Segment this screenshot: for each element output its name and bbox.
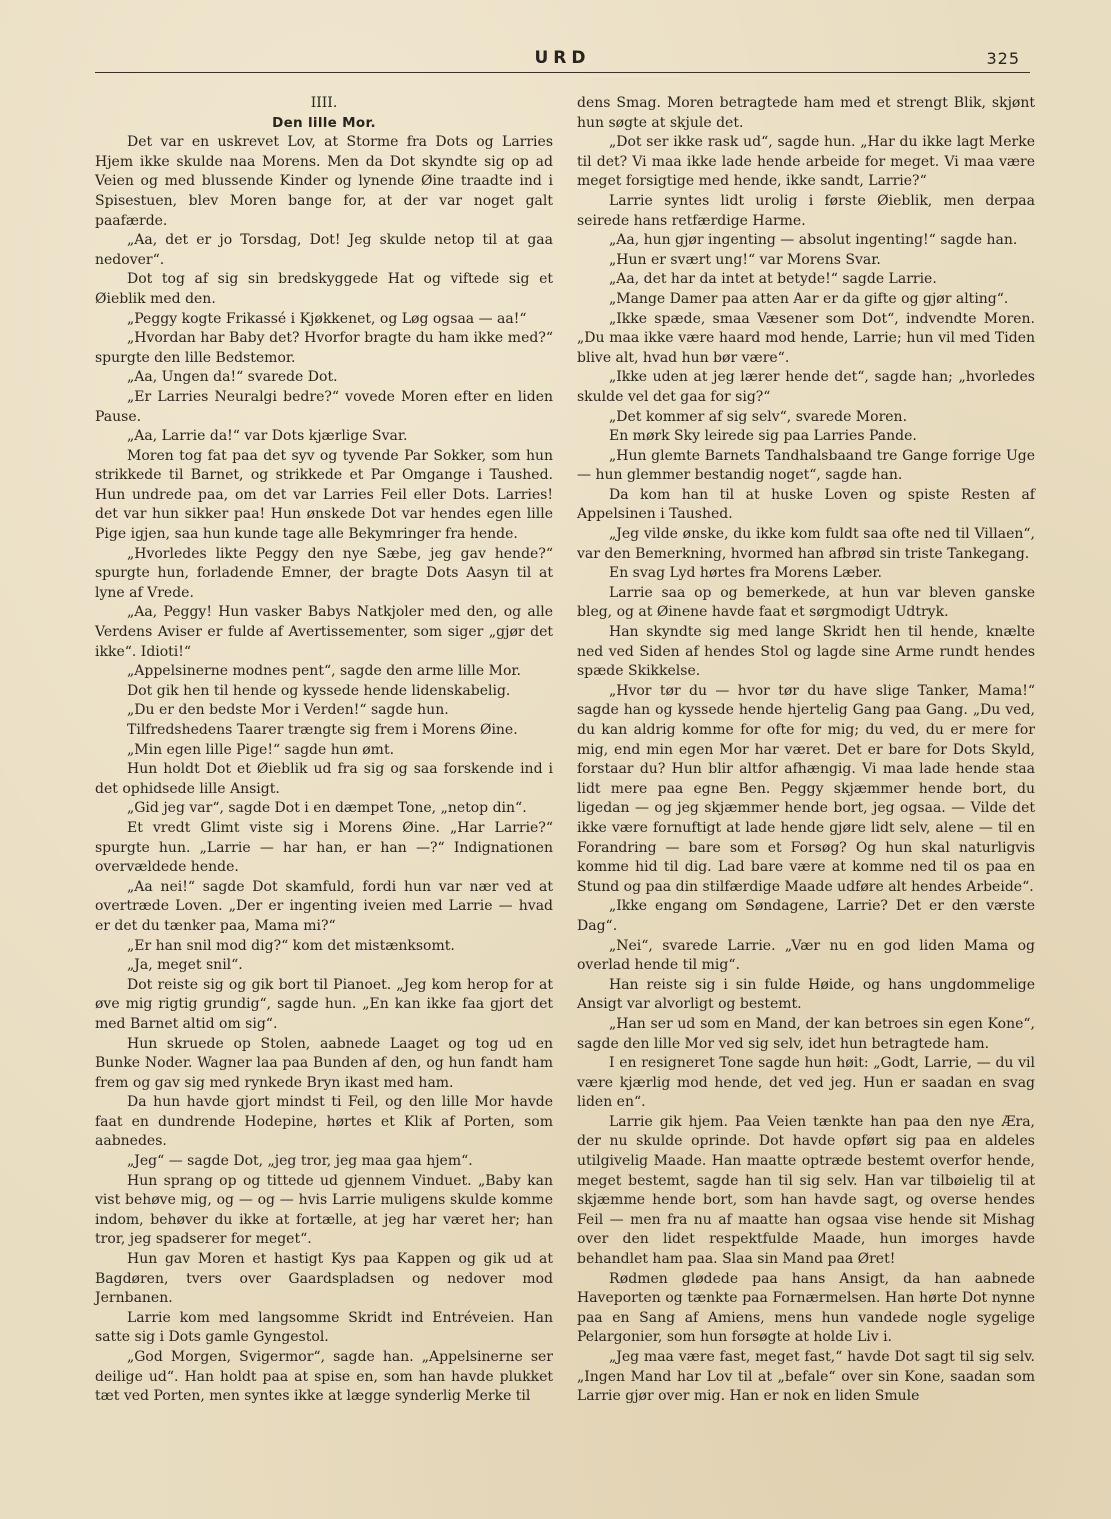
paragraph: „Han ser ud som en Mand, der kan betroes sin egen Kone“, sagde den lille Mor ved sig selv, idet hun betragtede ham.	[577, 1015, 1035, 1052]
paragraph: Han skyndte sig med lange Skridt hen til hende, knælte ned ved Siden af hendes Stol og lagde sine Arme rundt hendes spæde Skikkelse.	[577, 624, 1035, 680]
right-column	[577, 94, 1035, 1407]
paragraph: I en resigneret Tone sagde hun høit: „Godt, Larrie, — du vil være kjærlig mod hende, det ved jeg. Hun er saadan en svag liden en“.	[577, 1055, 1035, 1111]
paragraph: Hun holdt Dot et Øieblik ud fra sig og saa forskende ind i det ophidsede lille Ansigt.	[95, 761, 553, 797]
left-column-text	[95, 133, 553, 1407]
paragraph: „Mange Damer paa atten Aar er da gifte og gjør alting“.	[609, 290, 1009, 307]
paragraph: Larrie saa op og bemerkede, at hun var bleven ganske bleg, og at Øinene havde faat et sørgmodigt Udtryk.	[577, 584, 1035, 621]
paragraph: Larrie syntes lidt urolig i første Øieblik, men derpaa seirede hans retfærdige Harme.	[577, 192, 1035, 229]
paragraph: Dot tog af sig sin bredskyggede Hat og viftede sig et Øieblik med den.	[95, 271, 553, 307]
paragraph: „Aa, Larrie da!“ var Dots kjærlige Svar.	[127, 428, 408, 445]
left-column	[95, 94, 553, 1407]
right-column-text	[577, 94, 1035, 1407]
paragraph: „Ikke engang om Søndagene, Larrie? Det er den værste Dag“.	[577, 898, 1035, 934]
paragraph: „Aa, det er jo Torsdag, Dot! Jeg skulde netop til at gaa nedover“.	[95, 232, 553, 268]
paragraph: „Jeg maa være fast, meget fast,“ havde Dot sagt til sig selv. „Ingen Mand har Lov til at „befale“ over sin Kone, saadan som Larrie gjør over mig. Han er nok en liden Smule	[577, 1349, 1035, 1405]
paragraph: Han reiste sig i sin fulde Høide, og hans ungdommelige Ansigt var alvorligt og bestemt.	[577, 976, 1035, 1013]
paragraph: „Jeg“ — sagde Dot, „jeg tror, jeg maa gaa hjem“.	[127, 1153, 473, 1170]
paragraph: „Peggy kogte Frikassé i Kjøkkenet, og Løg ogsaa — aa!“	[127, 310, 527, 327]
paragraph: Da kom han til at huske Loven og spiste Resten af Appelsinen i Taushed.	[577, 486, 1035, 523]
paragraph: Dot reiste sig og gik bort til Pianoet. „Jeg kom herop for at øve mig rigtig grundig“, sagde hun. „En kan ikke faa gjort det med Barnet altid om sig“.	[95, 976, 553, 1032]
paragraph: Da hun havde gjort mindst ti Feil, og den lille Mor havde faat en dundrende Hodepine, hørtes et Klik af Porten, som aabnedes.	[95, 1094, 553, 1150]
running-head	[95, 46, 1030, 73]
paragraph: „Appelsinerne modnes pent“, sagde den arme lille Mor.	[127, 663, 521, 680]
paragraph: Moren tog fat paa det syv og tyvende Par Sokker, som hun strikkede til Barnet, og strikkede et Par Omgange i Taushed. Hun undrede paa, om det var Larries Feil eller Dots. Larries! det var hun sikker paa! Hun ønskede Dot var hendes egen lille Pige igjen, saa hun kunde tage alle Bekymringer fra hende.	[95, 447, 553, 543]
paragraph: „Ikke uden at jeg lærer hende det“, sagde han; „hvorledes skulde vel det gaa for sig?“	[577, 369, 1035, 405]
paragraph: „Aa, hun gjør ingenting — absolut ingenting!“ sagde han.	[609, 232, 1018, 249]
paragraph: „Hvorledes likte Peggy den nye Sæbe, jeg gav hende?“ spurgte hun, forladende Emner, der bragte Dots Aasyn til at lyne af Vrede.	[95, 545, 553, 601]
paragraph: „God Morgen, Svigermor“, sagde han. „Appelsinerne ser deilige ud“. Han holdt paa at spise en, som han havde plukket tæt ved Porten, men syntes ikke at lægge synderlig Merke til	[95, 1349, 553, 1405]
paragraph: „Nei“, svarede Larrie. „Vær nu en god liden Mama og overlad hende til mig“.	[577, 937, 1035, 974]
paragraph: Hun sprang op og tittede ud gjennem Vinduet. „Baby kan vist behøve mig, og — og — hvis Larrie muligens skulde komme indom, behøver du ikke at fortælle, at jeg har været her; han tror, jeg spadserer for meget“.	[95, 1172, 553, 1248]
paragraph: „Det kommer af sig selv“, svarede Moren.	[609, 408, 908, 425]
paragraph: „Ja, meget snil“.	[127, 957, 243, 974]
paragraph: „Hvordan har Baby det? Hvorfor bragte du ham ikke med?“ spurgte den lille Bedstemor.	[95, 330, 553, 366]
paragraph: En svag Lyd hørtes fra Morens Læber.	[609, 565, 882, 582]
journal-title: URD	[534, 48, 591, 68]
chapter-number: IIII.	[310, 95, 338, 111]
paragraph: Hun gav Moren et hastigt Kys paa Kappen og gik ud at Bagdøren, tvers over Gaardspladsen og nedover mod Jernbanen.	[95, 1251, 553, 1307]
paragraph: „Hun er svært ung!“ var Morens Svar.	[609, 251, 881, 268]
paragraph: Larrie kom med langsomme Skridt ind Entréveien. Han satte sig i Dots gamle Gyngestol.	[95, 1309, 553, 1346]
paragraph: „Du er den bedste Mor i Verden!“ sagde hun.	[127, 702, 449, 719]
paragraph: „Aa, Ungen da!“ svarede Dot.	[127, 369, 338, 386]
paragraph: Det var en uskrevet Lov, at Storme fra Dots og Larries Hjem ikke skulde naa Morens. Men da Dot skyndte sig op ad Veien og med blussende Kinder og lynende Øine traadte ind i Spisestuen, blev Moren bange for, at der var noget galt paafærde.	[95, 134, 553, 229]
paragraph: En mørk Sky leirede sig paa Larries Pande.	[609, 428, 917, 445]
paragraph: Hun skruede op Stolen, aabnede Laaget og tog ud en Bunke Noder. Wagner laa paa Bunden af den, og hun fandt ham frem og gav sig med rynkede Bryn ikast med ham.	[95, 1035, 553, 1091]
paragraph: „Hvor tør du — hvor tør du have slige Tanker, Mama!“ sagde han og kyssede hende hjertelig Gang paa Gang. „Du ved, du kan aldrig komme for ofte for mig; du ved, du er mere for mig, end min egen Mor har været. Det er bare for Dots Skyld, forstaar du? Hun blir altfor afhængig. Vi maa lade hende staa lidt mere paa egne Ben. Peggy skjæmmer hende bort, du ligedan — og jeg skjæmmer hende bort, jeg ogsaa. — Vilde det ikke være fornuftigt at lade hende gjøre lidt selv, alene — til en Forandring — bare som et Forsøg? Og hun skal naturligvis komme hid til dig. Lad bare være at komme ned til os paa en Stund og paa din stilfærdige Maade udføre alt hendes Arbeide“.	[577, 682, 1035, 895]
paragraph: „Hun glemte Barnets Tandhalsbaand tre Gange forrige Uge — hun glemmer bestandig noget“, sagde han.	[577, 447, 1035, 484]
paragraph: „Aa nei!“ sagde Dot skamfuld, fordi hun var nær ved at overtræde Loven. „Der er ingenting iveien med Larrie — hvad er det du tænker paa, Mama mi?“	[95, 878, 553, 934]
paragraph: „Aa, Peggy! Hun vasker Babys Natkjoler med den, og alle Verdens Aviser er fulde af Avertissementer, som siger „gjør det ikke“. Idioti!“	[95, 604, 553, 660]
paragraph: „Jeg vilde ønske, du ikke kom fuldt saa ofte ned til Villaen“, var den Bemerkning, hvormed han afbrød sin triste Tankegang.	[577, 526, 1035, 562]
paragraph: Rødmen glødede paa hans Ansigt, da han aabnede Haveporten og tænkte paa Fornærmelsen. Han hørte Dot nynne paa en Sang af Amiens, mens hun vandede nogle sygelige Pelargonier, som hun forsøgte at holde Liv i.	[577, 1270, 1035, 1346]
paragraph: „Dot ser ikke rask ud“, sagde hun. „Har du ikke lagt Merke til det? Vi maa ikke lade hende arbeide for meget. Vi maa være meget forsigtige med hende, ikke sandt, Larrie?“	[577, 134, 1035, 190]
paragraph: Larrie gik hjem. Paa Veien tænkte han paa den nye Æra, der nu skulde oprinde. Dot havde opført sig paa en aldeles utilgivelig Maade. Han maatte optræde bestemt overfor hende, meget bestemt, sagde han til sig selv. Han var tilbøielig til at skjæmme hende bort, som han havde sagt, og overse hendes Feil — men fra nu af maatte han ogsaa vise hende sit Mishag over den lidet respektfulde Maade, hun imorges havde behandlet ham paa. Slaa sin Mand paa Øret!	[577, 1113, 1035, 1268]
chapter-title: Den lille Mor.	[272, 114, 376, 131]
paragraph: Dot gik hen til hende og kyssede hende lidenskabelig.	[127, 682, 511, 699]
paragraph: „Ikke spæde, smaa Væsener som Dot“, indvendte Moren. „Du maa ikke være haard mod hende, Larrie; hun vil med Tiden blive alt, hvad hun bør være“.	[577, 310, 1035, 366]
paragraph: Tilfredshedens Taarer trængte sig frem i Morens Øine.	[127, 722, 518, 738]
paragraph: „Gid jeg var“, sagde Dot i en dæmpet Tone, „netop din“.	[127, 800, 527, 817]
page-number: 325	[986, 49, 1020, 68]
paragraph: „Min egen lille Pige!“ sagde hun ømt.	[127, 741, 395, 758]
paragraph: „Er han snil mod dig?“ kom det mistænksomt.	[127, 937, 455, 954]
paragraph: Et vredt Glimt viste sig i Morens Øine. „Har Larrie?“ spurgte hun. „Larrie — har han, er han —?“ Indignationen overvældede hende.	[95, 819, 553, 876]
paragraph: dens Smag. Moren betragtede ham med et strengt Blik, skjønt hun søgte at skjule det.	[577, 95, 1035, 131]
paragraph: „Er Larries Neuralgi bedre?“ vovede Moren efter en liden Pause.	[95, 388, 553, 425]
paragraph: „Aa, det har da intet at betyde!“ sagde Larrie.	[609, 271, 937, 288]
